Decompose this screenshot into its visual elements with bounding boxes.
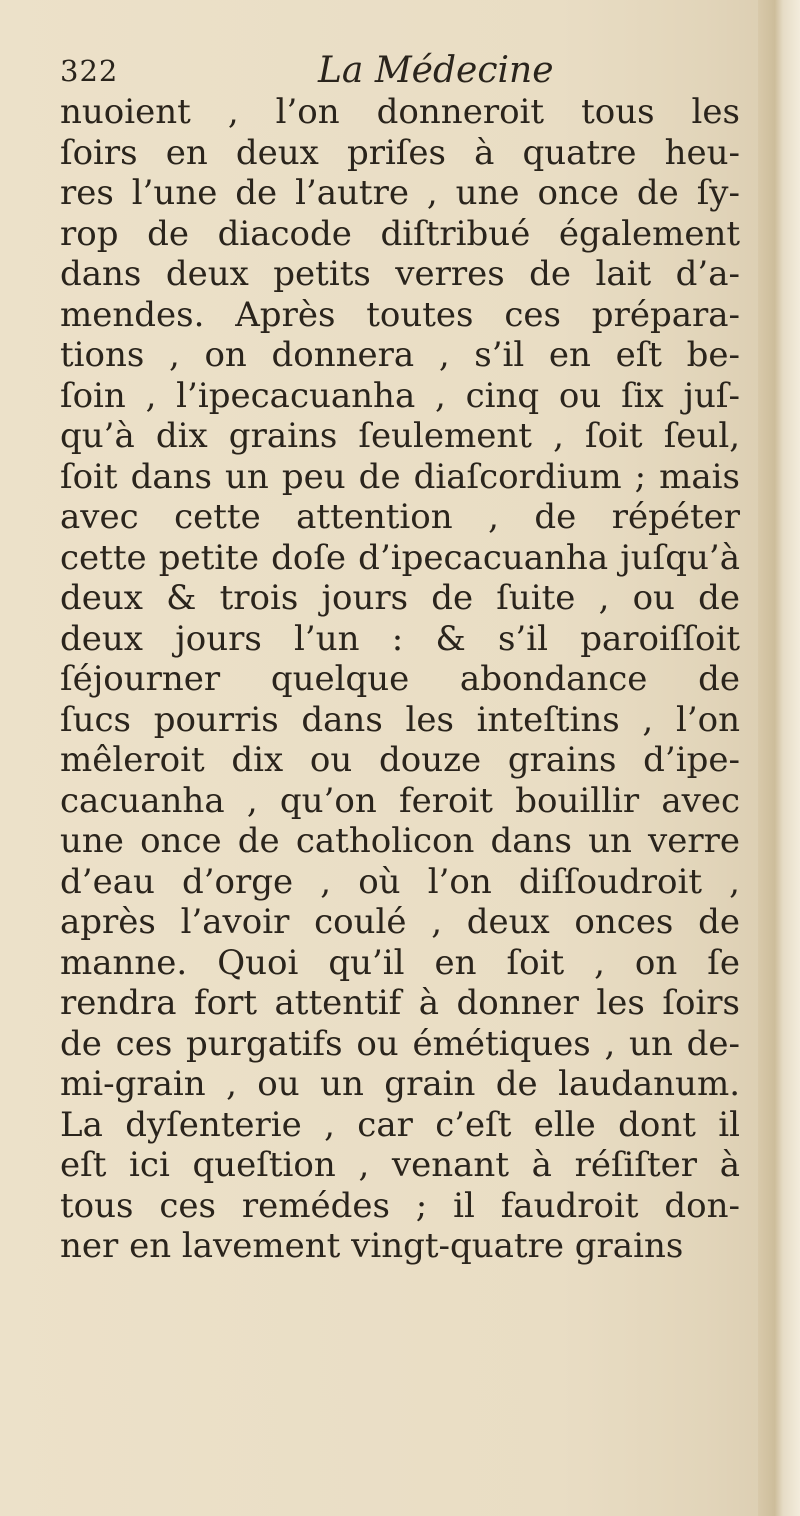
text-line: une once de catholicon dans un verre: [60, 821, 740, 861]
text-line: ſoit dans un peu de diaſcordium ; mais: [60, 456, 740, 497]
text-line: res l’une de l’autre , une once de ſy-: [60, 173, 740, 213]
text-line: La dyſenterie , car c’eſt elle dont il: [60, 1104, 740, 1145]
text-line: deux jours l’un : & s’il paroiſſoit: [60, 618, 740, 659]
text-line: tous ces remédes ; il faudroit don-: [60, 1185, 740, 1226]
text-line: cette petite doſe d’ipecacuanha juſqu’à: [60, 537, 740, 578]
text-line: ner en lavement vingt-quatre grains: [60, 1226, 684, 1266]
text-line: rendra fort attentif à donner les ſoirs: [60, 983, 740, 1023]
text-line: nuoient , l’on donneroit tous les: [60, 92, 740, 132]
body-text: [60, 92, 740, 1267]
text-line: ſéjourner quelque abondance de: [60, 659, 740, 699]
text-line: dans deux petits verres de lait d’a-: [60, 254, 740, 294]
text-line: ſoirs en deux priſes à quatre heu-: [60, 132, 740, 173]
text-line: qu’à dix grains ſeulement , ſoit ſeul,: [60, 416, 740, 456]
text-line: mêleroit dix ou douze grains d’ipe-: [60, 740, 740, 780]
text-line: avec cette attention , de répéter: [60, 497, 740, 537]
text-line: eſt ici queſtion , venant à réſiſter à: [60, 1145, 740, 1185]
text-line: de ces purgatifs ou émétiques , un de-: [60, 1023, 740, 1064]
text-line: cacuanha , qu’on feroit bouillir avec: [60, 780, 740, 821]
text-line: tions , on donnera , s’il en eſt be-: [60, 335, 740, 375]
text-line: d’eau d’orge , où l’on diſſoudroit ,: [60, 861, 740, 902]
text-line: deux & trois jours de ſuite , ou de: [60, 578, 740, 618]
text-line: mi-grain , ou un grain de laudanum.: [60, 1064, 740, 1104]
text-line: ſucs pourris dans les inteſtins , l’on: [60, 699, 740, 740]
text-line: ſoin , l’ipecacuanha , cinq ou ſix juſ-: [60, 375, 740, 416]
text-line: mendes. Après toutes ces prépara-: [60, 294, 740, 335]
page-edge: [758, 0, 800, 1516]
text-line: après l’avoir coulé , deux onces de: [60, 902, 740, 942]
text-line: rop de diacode diſtribué également: [60, 213, 740, 254]
running-head: La Médecine: [318, 50, 554, 91]
page-header: [60, 50, 660, 96]
page-number: 322: [60, 54, 119, 88]
text-line: manne. Quoi qu’il en ſoit , on ſe: [60, 942, 740, 983]
